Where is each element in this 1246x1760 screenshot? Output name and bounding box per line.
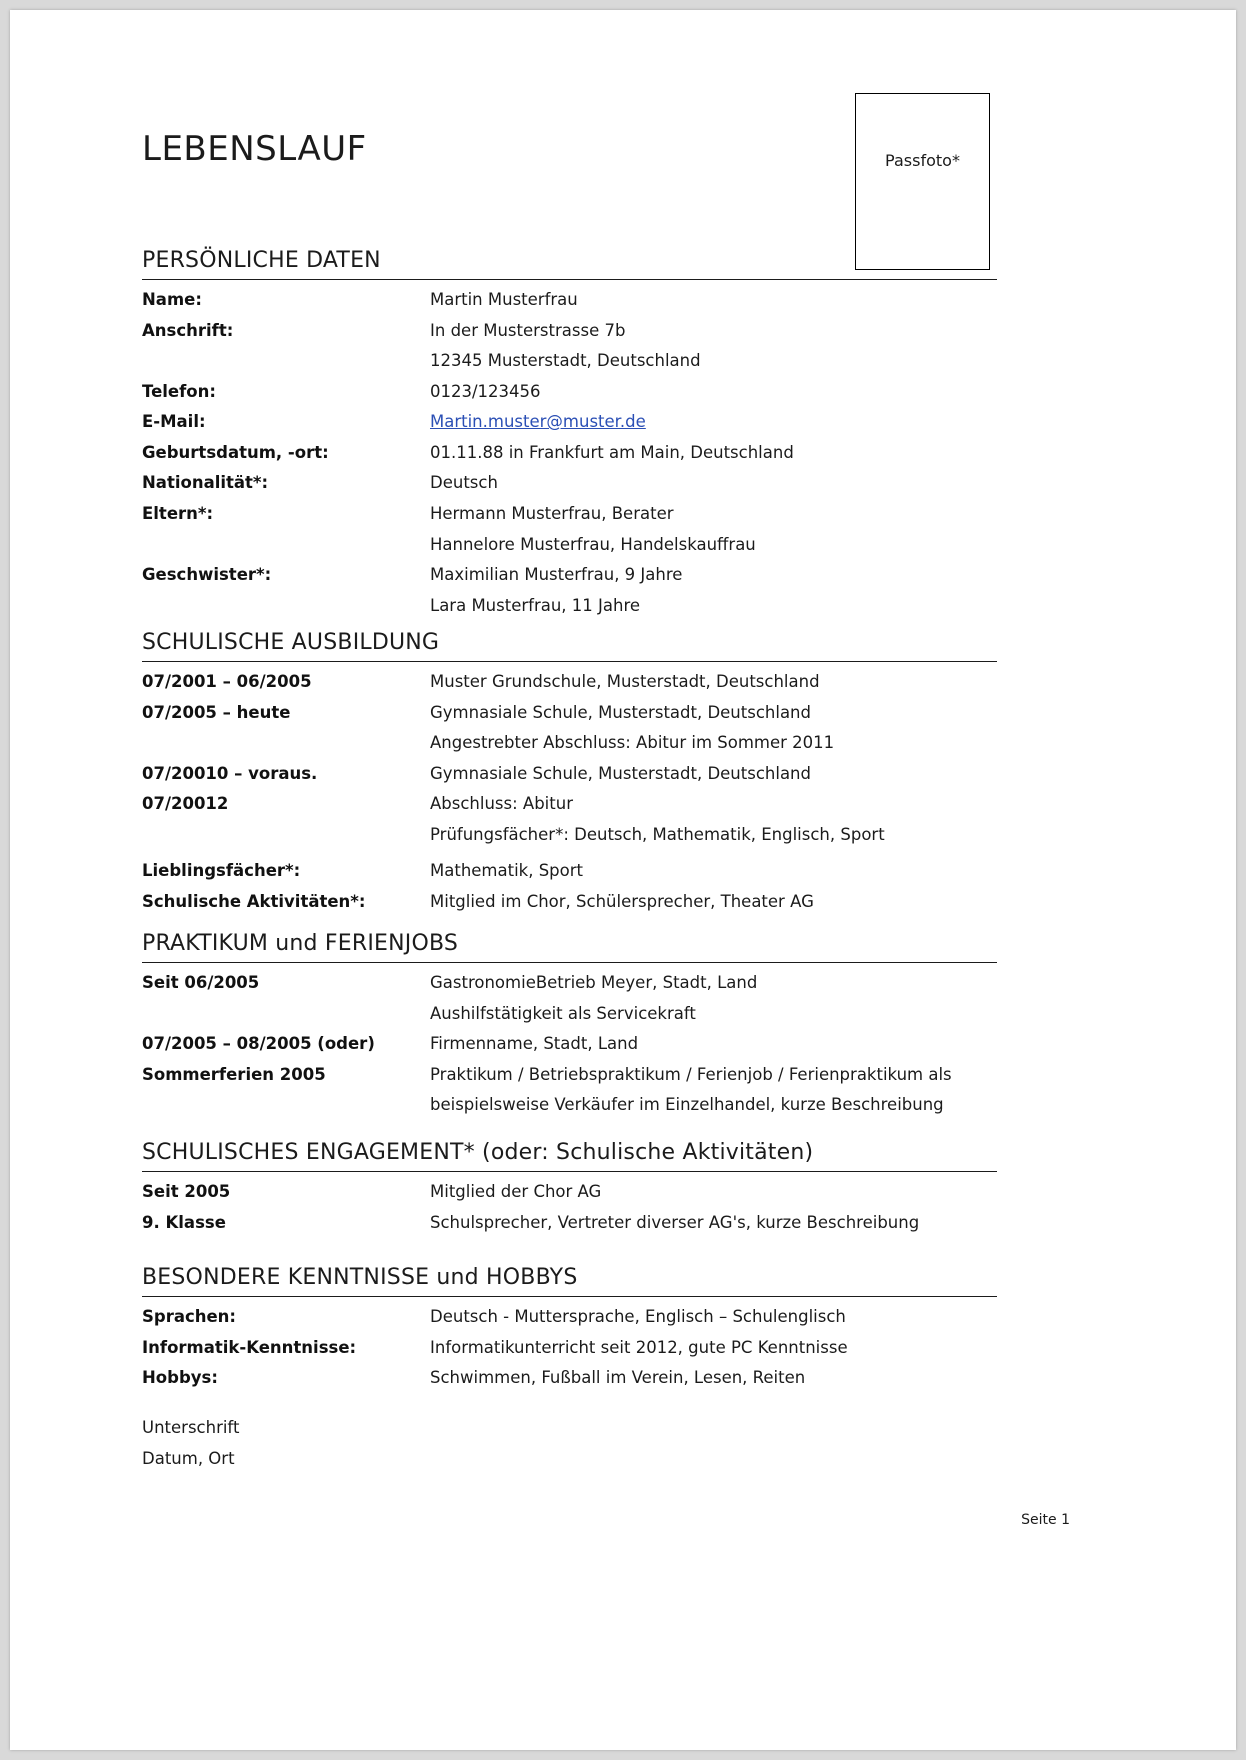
row-value-continued: Hannelore Musterfrau, Handelskauffrau: [430, 534, 756, 554]
row-value: Mathematik, Sport: [430, 861, 584, 881]
data-row: [142, 1365, 997, 1391]
section-divider: [142, 279, 997, 280]
document-page: [10, 10, 1236, 1750]
data-row: [142, 1335, 997, 1361]
row-label: Seit 2005: [142, 1182, 231, 1201]
date-place-line: Datum, Ort: [142, 1449, 235, 1468]
section-schulisches-engagement: [142, 1140, 997, 1240]
signature-line: Unterschrift: [142, 1418, 240, 1437]
row-label: Geschwister*:: [142, 565, 272, 585]
data-row-email: [142, 409, 997, 435]
row-value: Gymnasiale Schule, Musterstadt, Deutschland: [430, 763, 811, 783]
data-row: [142, 669, 997, 695]
row-value: Praktikum / Betriebspraktikum / Ferienjob / Ferienpraktikum als: [430, 1064, 952, 1084]
row-value: Informatikunterricht seit 2012, gute PC Kenntnisse: [430, 1337, 848, 1357]
section-heading: SCHULISCHES ENGAGEMENT* (oder: Schulische Aktivitäten): [142, 1140, 814, 1165]
row-value-continued: Angestrebter Abschluss: Abitur im Sommer 2011: [430, 733, 835, 753]
section-persoenliche-daten: [142, 248, 997, 623]
row-value-continued: Aushilfstätigkeit als Servicekraft: [430, 1003, 696, 1023]
row-value: Schulsprecher, Vertreter diverser AG's, kurze Beschreibung: [430, 1212, 920, 1232]
row-value-continued: 12345 Musterstadt, Deutschland: [430, 351, 701, 371]
email-link[interactable]: Martin.muster@muster.de: [430, 412, 646, 432]
row-value: Gymnasiale Schule, Musterstadt, Deutschland: [430, 702, 811, 722]
page-number: Seite 1: [1021, 1512, 1070, 1528]
row-label: Nationalität*:: [142, 473, 269, 493]
section-heading: SCHULISCHE AUSBILDUNG: [142, 630, 440, 655]
row-label: Telefon:: [142, 381, 216, 401]
row-value: Abschluss: Abitur: [430, 794, 573, 814]
section-heading: BESONDERE KENNTNISSE und HOBBYS: [142, 1265, 578, 1290]
row-value-continued: Prüfungsfächer*: Deutsch, Mathematik, Englisch, Sport: [430, 824, 885, 844]
row-value: Firmenname, Stadt, Land: [430, 1034, 639, 1054]
row-value: Mitglied im Chor, Schülersprecher, Theater AG: [430, 891, 814, 911]
row-label: Name:: [142, 290, 202, 309]
section-divider: [142, 661, 997, 662]
section-heading: PERSÖNLICHE DATEN: [142, 248, 381, 273]
row-label: Geburtsdatum, -ort:: [142, 442, 329, 462]
data-row: [142, 761, 997, 787]
data-row: [142, 1031, 997, 1057]
data-row: [142, 791, 997, 817]
row-label: Sommerferien 2005: [142, 1064, 326, 1084]
row-value: Hermann Musterfrau, Berater: [430, 503, 674, 523]
data-row: [142, 1062, 997, 1088]
row-label: Sprachen:: [142, 1307, 237, 1326]
section-praktikum-ferienjobs: [142, 931, 997, 1123]
row-label: 07/2001 – 06/2005: [142, 672, 312, 691]
row-value: 01.11.88 in Frankfurt am Main, Deutschland: [430, 442, 794, 462]
row-value: Maximilian Musterfrau, 9 Jahre: [430, 565, 683, 585]
row-label: 07/20012: [142, 794, 229, 814]
data-row: [142, 1179, 997, 1205]
row-value: 0123/123456: [430, 381, 541, 401]
row-value-continued: beispielsweise Verkäufer im Einzelhandel, kurze Beschreibung: [430, 1095, 944, 1115]
row-label: 9. Klasse: [142, 1212, 226, 1232]
data-row: [142, 889, 997, 915]
data-row: [142, 562, 997, 588]
data-row: [142, 379, 997, 405]
data-row: [142, 700, 997, 726]
data-row: [142, 287, 997, 313]
row-label: Eltern*:: [142, 503, 214, 523]
row-value: GastronomieBetrieb Meyer, Stadt, Land: [430, 973, 758, 992]
row-value: Muster Grundschule, Musterstadt, Deutschland: [430, 672, 820, 691]
row-value: Martin Musterfrau: [430, 290, 578, 309]
row-label: Schulische Aktivitäten*:: [142, 891, 366, 911]
row-label: Lieblingsfächer*:: [142, 861, 301, 881]
page-title: LEBENSLAUF: [142, 128, 367, 169]
row-value: Schwimmen, Fußball im Verein, Lesen, Reiten: [430, 1368, 806, 1388]
data-row: [142, 501, 997, 527]
photo-placeholder-label: Passfoto*: [885, 151, 960, 170]
section-schulische-ausbildung: [142, 630, 997, 920]
row-value: Deutsch - Muttersprache, Englisch – Schulenglisch: [430, 1307, 846, 1326]
row-label: E-Mail:: [142, 412, 206, 432]
data-row: [142, 318, 997, 344]
data-row: [142, 440, 997, 466]
section-divider: [142, 962, 997, 963]
row-label: Anschrift:: [142, 320, 234, 340]
section-divider: [142, 1171, 997, 1172]
row-label: Informatik-Kenntnisse:: [142, 1337, 357, 1357]
row-value: In der Musterstrasse 7b: [430, 320, 626, 340]
row-label: 07/20010 – voraus.: [142, 763, 318, 783]
data-row: [142, 470, 997, 496]
data-row: [142, 970, 997, 996]
data-row: [142, 1304, 997, 1330]
row-value: Deutsch: [430, 473, 498, 493]
row-label: Seit 06/2005: [142, 973, 260, 992]
data-row: [142, 858, 997, 884]
section-heading: PRAKTIKUM und FERIENJOBS: [142, 931, 459, 956]
section-kenntnisse-hobbys: [142, 1265, 997, 1396]
photo-placeholder-box: [855, 93, 990, 270]
row-value: Mitglied der Chor AG: [430, 1182, 602, 1201]
row-label: 07/2005 – 08/2005 (oder): [142, 1034, 375, 1054]
row-value-continued: Lara Musterfrau, 11 Jahre: [430, 595, 641, 615]
data-row: [142, 1210, 997, 1236]
row-label: 07/2005 – heute: [142, 702, 291, 722]
row-label: Hobbys:: [142, 1368, 218, 1388]
section-divider: [142, 1296, 997, 1297]
